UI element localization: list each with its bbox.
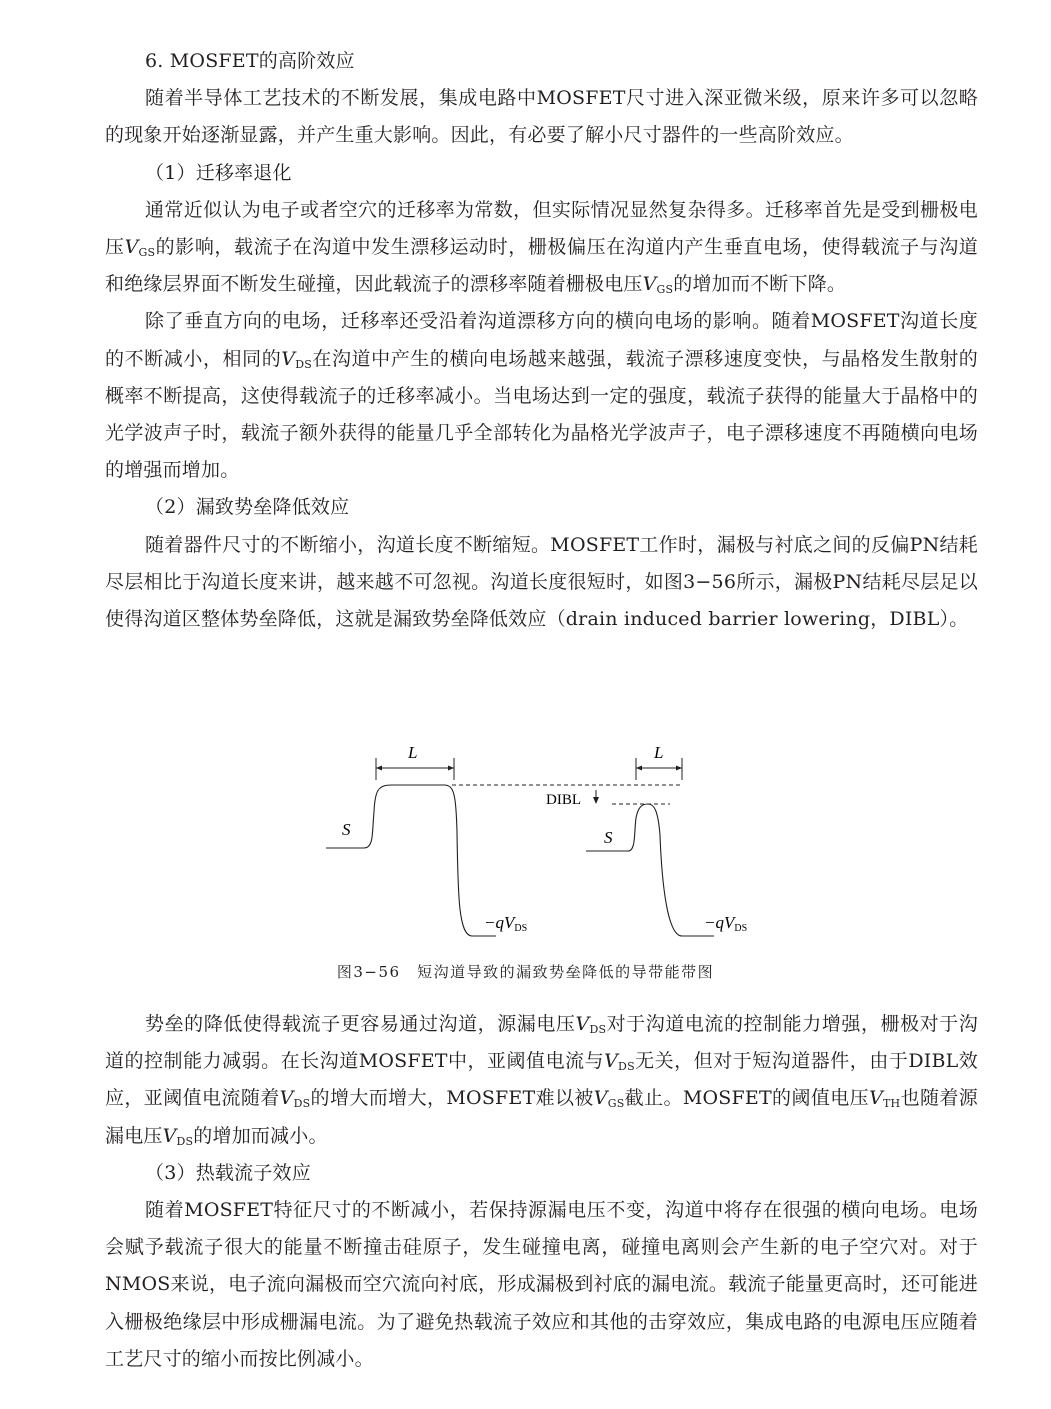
- figure-caption: 图3−56 短沟道导致的漏致势垒降低的导带能带图: [336, 963, 715, 981]
- dibl-heading: （2）漏致势垒降低效应: [145, 496, 350, 519]
- mobility-heading: （1）迁移率退化: [145, 161, 292, 184]
- drain-label-long: −qVDS: [484, 913, 528, 934]
- arrowhead-right-1: [636, 766, 642, 771]
- dibl-label: DIBL: [546, 792, 581, 808]
- section-title: 6. MOSFET的高阶效应: [145, 50, 355, 72]
- hot-carrier-heading: （3）热载流子效应: [145, 1161, 311, 1184]
- dibl-paragraph-2: 势垒的降低使得载流子更容易通过沟道，源漏电压$V_{DS}$对于沟道电流的控制能力增强，栅极对于沟道的控制能力减弱。在长沟道MOSFET中，亚阈值电流与$V_{DS}$无关，但对于短沟道器件，由于DIBL效应，亚阈值电流随着$V_{DS}$的增大而增大，MOSFET难以被$V_{GS}$截止。MOSFET的阈值电压$V_{TH}$也随着源漏电压$V_{DS}$的增加而减小。: [105, 1013, 978, 1148]
- arrowhead-left-2: [448, 766, 454, 771]
- band-diagram-figure: [320, 740, 760, 945]
- dibl-arrowhead: [593, 797, 599, 804]
- channel-length-label-long: L: [408, 743, 418, 762]
- mobility-paragraph-1: 通常近似认为电子或者空穴的迁移率为常数，但实际情况显然复杂得多。迁移率首先是受到栅极电压$V_{GS}$的影响，载流子在沟道中发生漂移运动时，栅极偏压在沟道内产生垂直电场，使得载流子与沟道和绝缘层界面不断发生碰撞，因此载流子的漂移率随着栅极电压$V_{GS}$的增加而不断下降。: [105, 198, 978, 297]
- drain-label-short: −qVDS: [704, 913, 748, 934]
- short-channel-band-curve: [586, 804, 714, 936]
- text-block-upper: [105, 43, 978, 638]
- band-diagram-svg: [320, 740, 760, 945]
- hot-carrier-paragraph: 随着MOSFET特征尺寸的不断减小，若保持源漏电压不变，沟道中将存在很强的横向电场。电场会赋予载流子很大的能量不断撞击硅原子，发生碰撞电离，碰撞电离则会产生新的电子空穴对。对于NMOS来说，电子流向漏极而空穴流向衬底，形成漏极到衬底的漏电流。载流子能量更高时，还可能进入栅极绝缘层中形成栅漏电流。为了避免热载流子效应和其他的击穿效应，集成电路的电源电压应随着工艺尺寸的缩小而按比例减小。: [105, 1199, 978, 1370]
- mobility-paragraph-2: 除了垂直方向的电场，迁移率还受沿着沟道漂移方向的横向电场的影响。随着MOSFET沟道长度的不断减小，相同的$V_{DS}$在沟道中产生的横向电场越来越强，载流子漂移速度变快，与晶格发生散射的概率不断提高，这使得载流子的迁移率减小。当电场达到一定的强度，载流子获得的能量大于晶格中的光学波声子时，载流子额外获得的能量几乎全部转化为晶格光学波声子，电子漂移速度不再随横向电场的增强而增加。: [105, 310, 978, 482]
- long-channel-band-curve: [326, 785, 496, 936]
- text-block-lower: [105, 1006, 978, 1378]
- source-label-short: S: [604, 828, 613, 847]
- source-label-long: S: [342, 820, 351, 839]
- arrowhead-left-1: [376, 766, 382, 771]
- channel-length-label-short: L: [654, 743, 664, 762]
- dibl-paragraph-1: 随着器件尺寸的不断缩小，沟道长度不断缩短。MOSFET工作时，漏极与衬底之间的反偏PN结耗尽层相比于沟道长度来讲，越来越不可忽视。沟道长度很短时，如图3−56所示，漏极PN结耗尽层足以使得沟道区整体势垒降低，这就是漏致势垒降低效应（drain induced barrier lowering，DIBL）。: [105, 533, 978, 631]
- section-intro: 随着半导体工艺技术的不断发展，集成电路中MOSFET尺寸进入深亚微米级，原来许多可以忽略的现象开始逐渐显露，并产生重大影响。因此，有必要了解小尺寸器件的一些高阶效应。: [105, 87, 978, 147]
- arrowhead-right-2: [676, 766, 682, 771]
